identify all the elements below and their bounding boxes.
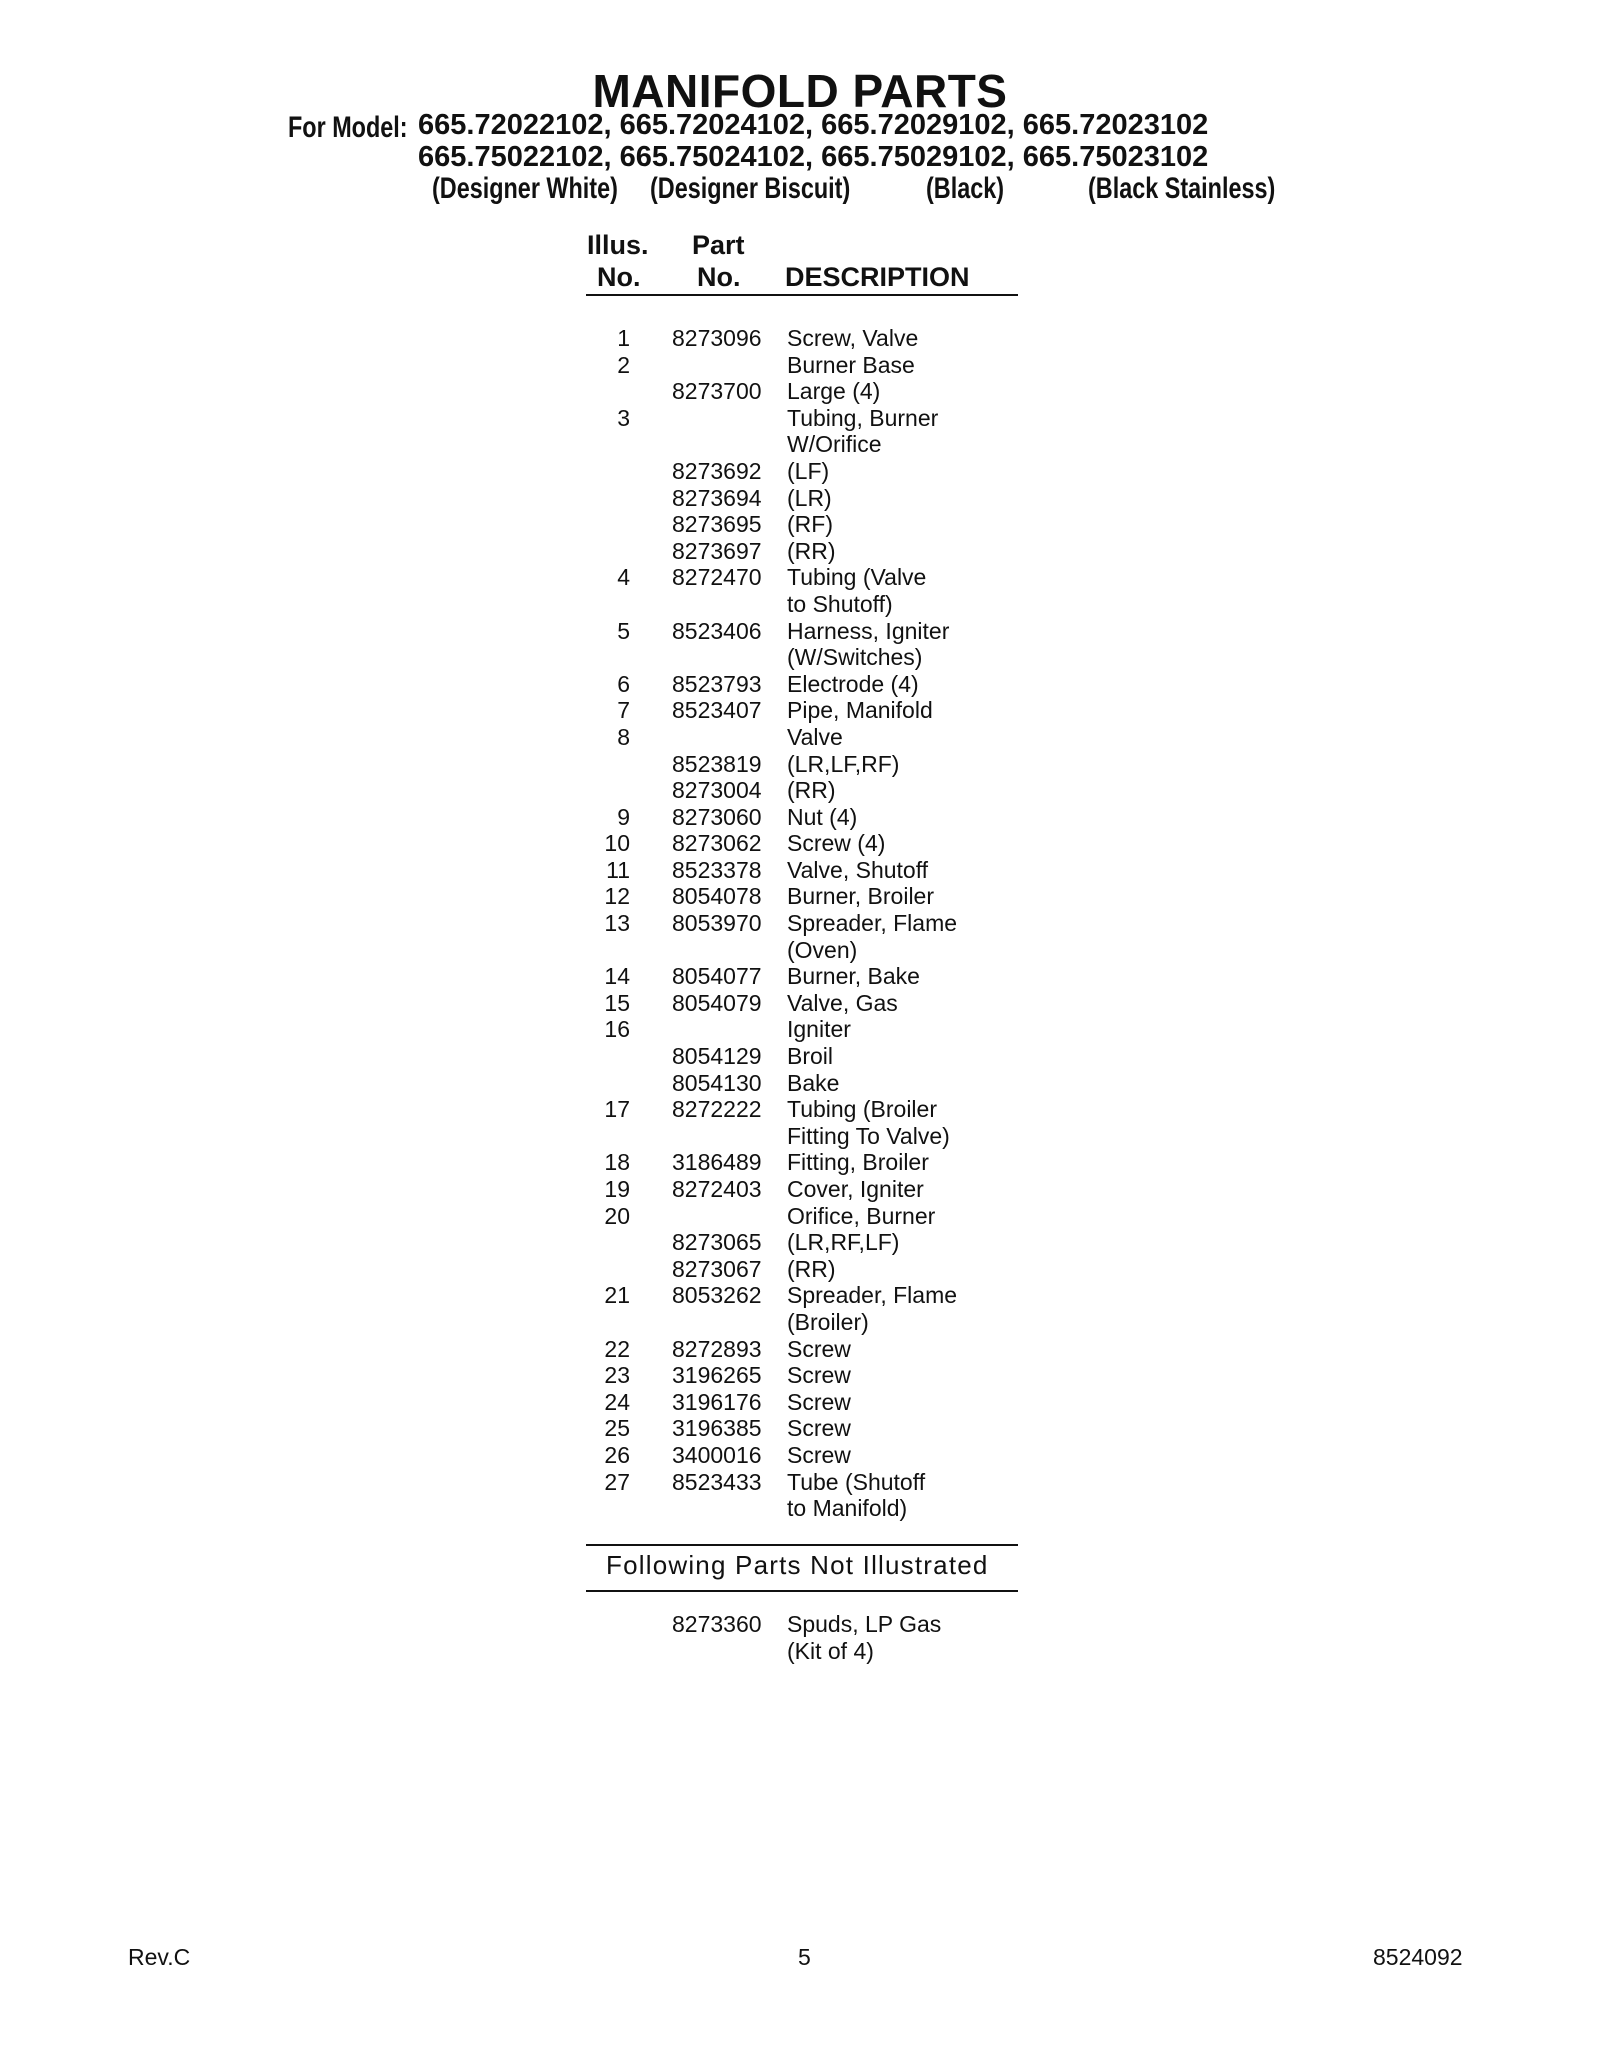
finish-black-stainless: (Black Stainless)	[1088, 172, 1276, 205]
illus-number: 15	[604, 989, 630, 1016]
part-description: Broil	[787, 1043, 834, 1070]
parts-row	[586, 1203, 1026, 1230]
part-description: (RR)	[787, 1255, 836, 1282]
parts-row	[586, 511, 1026, 538]
part-description: Tubing (Broiler	[787, 1096, 937, 1123]
parts-row	[586, 804, 1026, 831]
parts-row	[586, 1176, 1026, 1203]
illus-number: 3	[617, 404, 630, 431]
model-numbers-line-1: 665.72022102, 665.72024102, 665.72029102, 665.72023102	[418, 109, 1209, 141]
model-numbers-line-2: 665.75022102, 665.75024102, 665.75029102, 665.75023102	[418, 141, 1209, 173]
part-number: 8053262	[672, 1282, 762, 1309]
part-description: Tube (Shutoff	[787, 1468, 926, 1495]
illus-number: 22	[604, 1335, 630, 1362]
part-description: Screw	[787, 1362, 851, 1389]
parts-row	[586, 458, 1026, 485]
parts-row	[586, 910, 1026, 937]
illus-number: 6	[617, 670, 630, 697]
parts-row	[586, 963, 1026, 990]
part-description: (LR,LF,RF)	[787, 750, 900, 777]
header-part-no: No.	[697, 262, 741, 292]
header-illus: Illus.	[587, 230, 649, 260]
parts-row	[586, 1495, 1026, 1522]
part-description: (LR)	[787, 484, 832, 511]
part-number: 8523378	[672, 856, 762, 883]
page-number: 5	[798, 1944, 811, 1970]
part-description: Bake	[787, 1069, 840, 1096]
part-description: Screw	[787, 1441, 851, 1468]
parts-row	[586, 352, 1026, 379]
document-number: 8524092	[1373, 1944, 1463, 1970]
parts-row	[586, 1362, 1026, 1389]
parts-row	[586, 883, 1026, 910]
parts-list	[586, 325, 1026, 1522]
part-number: 8523819	[672, 750, 762, 777]
part-number: 3196385	[672, 1415, 762, 1442]
parts-row	[586, 538, 1026, 565]
header-part: Part	[692, 230, 745, 260]
parts-row	[586, 378, 1026, 405]
part-description: Large (4)	[787, 378, 881, 405]
illus-number: 5	[617, 617, 630, 644]
part-number: 8273695	[672, 511, 762, 538]
part-number: 8272222	[672, 1096, 762, 1123]
part-number: 8273694	[672, 484, 762, 511]
part-description: Burner, Broiler	[787, 883, 935, 910]
illus-number: 25	[604, 1415, 630, 1442]
parts-row	[586, 431, 1026, 458]
part-number: 8273060	[672, 803, 762, 830]
parts-row	[586, 485, 1026, 512]
part-description: Tubing (Valve	[787, 564, 927, 591]
illus-number: 13	[604, 910, 630, 937]
part-description: Screw (4)	[787, 830, 886, 857]
illus-number: 10	[604, 830, 630, 857]
part-description: Fitting, Broiler	[787, 1149, 929, 1176]
part-description: (W/Switches)	[787, 644, 923, 671]
part-description: Nut (4)	[787, 803, 858, 830]
section-rule-top	[586, 1544, 1018, 1546]
part-description: (LR,RF,LF)	[787, 1229, 900, 1256]
parts-row	[586, 1415, 1026, 1442]
part-number: 3196265	[672, 1362, 762, 1389]
part-number: 8272403	[672, 1176, 762, 1202]
parts-row	[586, 1149, 1026, 1176]
part-number: 8523433	[672, 1468, 762, 1495]
parts-row	[586, 1442, 1026, 1469]
finish-designer-white: (Designer White)	[432, 172, 618, 205]
parts-row	[586, 751, 1026, 778]
part-description: (RF)	[787, 511, 833, 538]
parts-row	[586, 937, 1026, 964]
part-description: Spreader, Flame	[787, 910, 958, 937]
parts-row	[586, 1070, 1026, 1097]
parts-row	[586, 990, 1026, 1017]
parts-row	[586, 325, 1026, 352]
part-description: Igniter	[787, 1016, 851, 1043]
parts-row	[586, 564, 1026, 591]
parts-row	[586, 1043, 1026, 1070]
part-description: Burner, Bake	[787, 963, 920, 990]
part-number: 8273096	[672, 325, 762, 351]
part-description: (LF)	[787, 457, 830, 484]
illus-number: 20	[604, 1202, 630, 1229]
parts-row	[586, 830, 1026, 857]
part-description: Screw	[787, 1335, 851, 1362]
header-rule	[586, 294, 1018, 296]
model-label: For Model:	[288, 111, 408, 144]
parts-row	[586, 1469, 1026, 1496]
header-illus-no: No.	[597, 262, 641, 292]
finish-black: (Black)	[926, 172, 1005, 205]
part-description: (Kit of 4)	[787, 1637, 874, 1664]
part-description: Screw	[787, 1388, 851, 1415]
part-number: 8273067	[672, 1255, 762, 1282]
illus-number: 24	[604, 1388, 630, 1415]
part-number: 8273697	[672, 537, 762, 564]
illus-number: 16	[604, 1016, 630, 1043]
parts-row	[586, 1611, 1026, 1638]
part-description: Fitting To Valve)	[787, 1122, 950, 1149]
illus-number: 7	[617, 697, 630, 724]
part-number: 8523793	[672, 670, 762, 697]
illus-number: 27	[604, 1468, 630, 1495]
illus-number: 4	[617, 564, 630, 591]
parts-row	[586, 644, 1026, 671]
illus-number: 11	[606, 856, 630, 883]
parts-row	[586, 1389, 1026, 1416]
part-number: 8053970	[672, 910, 762, 937]
illus-number: 2	[617, 351, 630, 378]
part-description: Spreader, Flame	[787, 1282, 958, 1309]
part-number: 8273065	[672, 1229, 762, 1256]
page-title: MANIFOLD PARTS	[592, 65, 1008, 117]
part-description: Screw, Valve	[787, 325, 919, 351]
illus-number: 12	[604, 883, 630, 910]
revision-label: Rev.C	[128, 1944, 191, 1970]
illus-number: 8	[617, 723, 630, 750]
not-illustrated-heading: Following Parts Not Illustrated	[606, 1550, 989, 1580]
parts-row	[586, 857, 1026, 884]
section-rule-bottom	[586, 1590, 1018, 1592]
part-number: 8272470	[672, 564, 762, 591]
part-number: 8054078	[672, 883, 762, 910]
part-number: 8054130	[672, 1069, 762, 1096]
illus-number: 26	[604, 1441, 630, 1468]
part-description: Valve, Gas	[787, 989, 898, 1016]
parts-row	[586, 1309, 1026, 1336]
parts-row	[586, 777, 1026, 804]
parts-row	[586, 591, 1026, 618]
part-number: 8273692	[672, 457, 762, 484]
part-description: Cover, Igniter	[787, 1176, 924, 1202]
illus-number: 14	[604, 963, 630, 990]
part-number: 8054077	[672, 963, 762, 990]
parts-row	[586, 1336, 1026, 1363]
part-description: Orifice, Burner	[787, 1202, 936, 1229]
illus-number: 9	[617, 803, 630, 830]
header-description: DESCRIPTION	[785, 262, 970, 292]
parts-row	[586, 1096, 1026, 1123]
part-description: Burner Base	[787, 351, 915, 378]
parts-row	[586, 405, 1026, 432]
part-description: to Shutoff)	[787, 590, 893, 617]
part-number: 8272893	[672, 1335, 762, 1362]
part-number: 3186489	[672, 1149, 762, 1176]
part-description: Pipe, Manifold	[787, 697, 933, 724]
part-description: Valve, Shutoff	[787, 856, 929, 883]
illus-number: 19	[604, 1176, 630, 1202]
part-number: 8523406	[672, 617, 762, 644]
part-description: to Manifold)	[787, 1495, 908, 1522]
part-description: (RR)	[787, 537, 836, 564]
illus-number: 23	[604, 1362, 630, 1389]
part-number: 8273062	[672, 830, 762, 857]
illus-number: 21	[604, 1282, 630, 1309]
parts-row	[586, 1638, 1026, 1665]
parts-row	[586, 1123, 1026, 1150]
parts-row	[586, 618, 1026, 645]
part-number: 8273360	[672, 1611, 762, 1637]
parts-row	[586, 1229, 1026, 1256]
parts-row	[586, 724, 1026, 751]
illus-number: 17	[604, 1096, 630, 1123]
part-description: (Oven)	[787, 936, 858, 963]
part-number: 8054079	[672, 989, 762, 1016]
part-description: (RR)	[787, 777, 836, 804]
part-description: (Broiler)	[787, 1308, 869, 1335]
part-description: W/Orifice	[787, 431, 882, 458]
illus-number: 18	[604, 1149, 630, 1176]
part-description: Harness, Igniter	[787, 617, 950, 644]
part-number: 3196176	[672, 1388, 762, 1415]
parts-row	[586, 1016, 1026, 1043]
parts-row	[586, 671, 1026, 698]
not-illustrated-list	[586, 1611, 1026, 1664]
part-description: Valve	[787, 723, 843, 750]
parts-row	[586, 1256, 1026, 1283]
part-description: Screw	[787, 1415, 851, 1442]
parts-row	[586, 697, 1026, 724]
illus-number: 1	[617, 325, 630, 351]
part-description: Spuds, LP Gas	[787, 1611, 942, 1637]
part-description: Electrode (4)	[787, 670, 919, 697]
part-number: 8523407	[672, 697, 762, 724]
part-number: 8054129	[672, 1043, 762, 1070]
part-description: Tubing, Burner	[787, 404, 939, 431]
finish-designer-biscuit: (Designer Biscuit)	[650, 172, 851, 205]
part-number: 3400016	[672, 1441, 762, 1468]
part-number: 8273700	[672, 378, 762, 405]
part-number: 8273004	[672, 777, 762, 804]
parts-row	[586, 1282, 1026, 1309]
